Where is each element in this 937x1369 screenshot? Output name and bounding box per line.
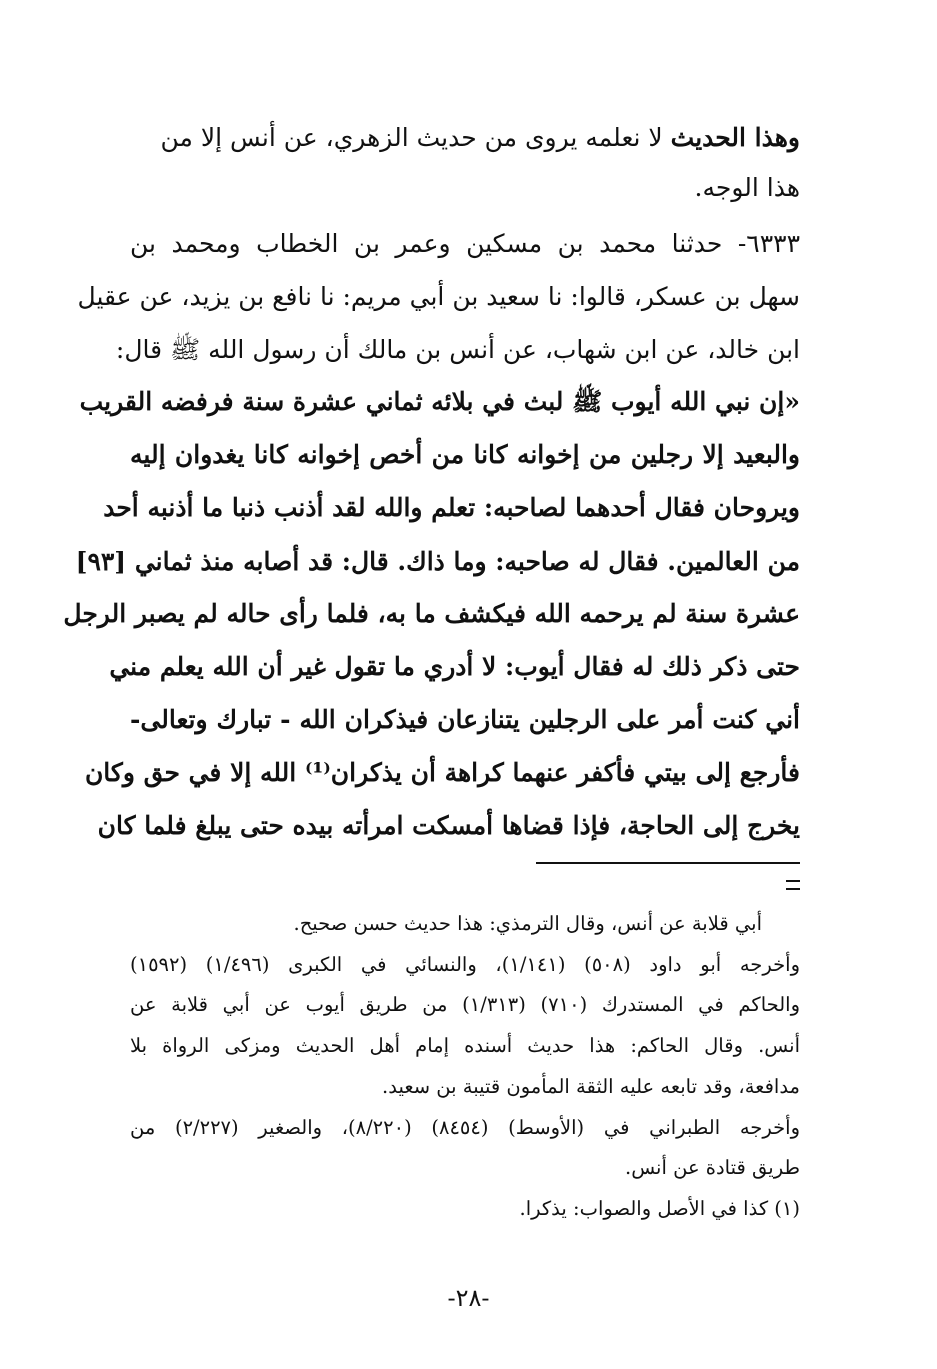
footnote-1: (١) كذا في الأصل والصواب: يذكرا. — [519, 1197, 800, 1220]
page-number: -٢٨- — [447, 1284, 490, 1312]
matn-line-3: ويروحان فقال أحدهما لصاحبه: تعلم والله لقد أذنب ذنبا ما أذنبه أحد — [103, 493, 800, 522]
isnad-line-2: سهل بن عسكر، قالوا: نا سعيد بن أبي مريم: نا نافع بن يزيد، عن عقيل — [77, 282, 800, 311]
footnote-separator — [536, 862, 800, 864]
matn-line-9: يخرج إلى الحاجة، فإذا قضاها أمسكت امرأته بيده حتى يبلغ فلما كان — [97, 811, 800, 840]
footnote-line-2: وأخرجه أبو داود (٥٠٨) (١/١٤١)، والنسائي في الكبرى (١/٤٩٦) (١٥٩٢) — [130, 953, 801, 976]
footnote-line-4: أنس. وقال الحاكم: هذا حديث أسنده إمام أهل الحديث ومزكى الرواة بلا — [130, 1034, 800, 1057]
body-line-2: هذا الوجه. — [694, 173, 800, 202]
hadith-number-line: ٦٣٣٣- حدثنا محمد بن مسكين وعمر بن الخطاب ومحمد بن — [130, 229, 800, 258]
matn-line-6: حتى ذكر ذلك له فقال أيوب: لا أدري ما تقول غير أن الله يعلم مني — [109, 652, 800, 681]
matn-line-1: «إن نبي الله أيوب ﷺ لبث في بلائه ثماني عشرة سنة فرفضه القريب — [79, 387, 800, 416]
body-line-1 — [130, 116, 800, 160]
footnote-line-7: طريق قتادة عن أنس. — [625, 1156, 800, 1179]
matn-line-8: فأرجع إلى بيتي فأكفر عنهما كراهة أن يذكران⁽¹⁾ الله إلا في حق وكان — [84, 758, 800, 787]
matn-line-4: من العالمين. فقال له صاحبه: وما ذاك. قال: قد أصابه منذ ثماني [٩٣] — [75, 547, 800, 576]
matn-line-2: والبعيد إلا رجلين من إخوانه كانا من أخص إخوانه كانا يغدوان إليه — [130, 440, 800, 469]
footnote-line-3: والحاكم في المستدرك (٧١٠) (١/٣١٣) من طريق أيوب عن أبي قلابة عن — [130, 993, 800, 1016]
footnote-line-5: مدافعة، وقد تابعه عليه الثقة المأمون قتيبة بن سعيد. — [382, 1075, 800, 1098]
body-bold-lead: وهذا الحديث — [670, 123, 800, 152]
isnad-line-3: ابن خالد، عن ابن شهاب، عن أنس بن مالك أن رسول الله ﷺ قال: — [115, 335, 800, 364]
footnote-line-6: وأخرجه الطبراني في (الأوسط) (٨٤٥٤) (٨/٢٢٠)، والصغير (٢/٢٢٧) من — [130, 1116, 800, 1139]
body-line-1-text: لا نعلمه يروى من حديث الزهري، عن أنس إلا من — [160, 123, 671, 152]
footnote-line-1: أبي قلابة عن أنس، وقال الترمذي: هذا حديث حسن صحيح. — [293, 912, 762, 935]
matn-line-7: أني كنت أمر على الرجلين يتنازعان فيذكران الله - تبارك وتعالى- — [130, 705, 800, 734]
footnote-continuation-mark — [786, 880, 800, 890]
matn-line-5: عشرة سنة لم يرحمه الله فيكشف ما به، فلما رأى حاله لم يصبر الرجل — [63, 599, 800, 628]
